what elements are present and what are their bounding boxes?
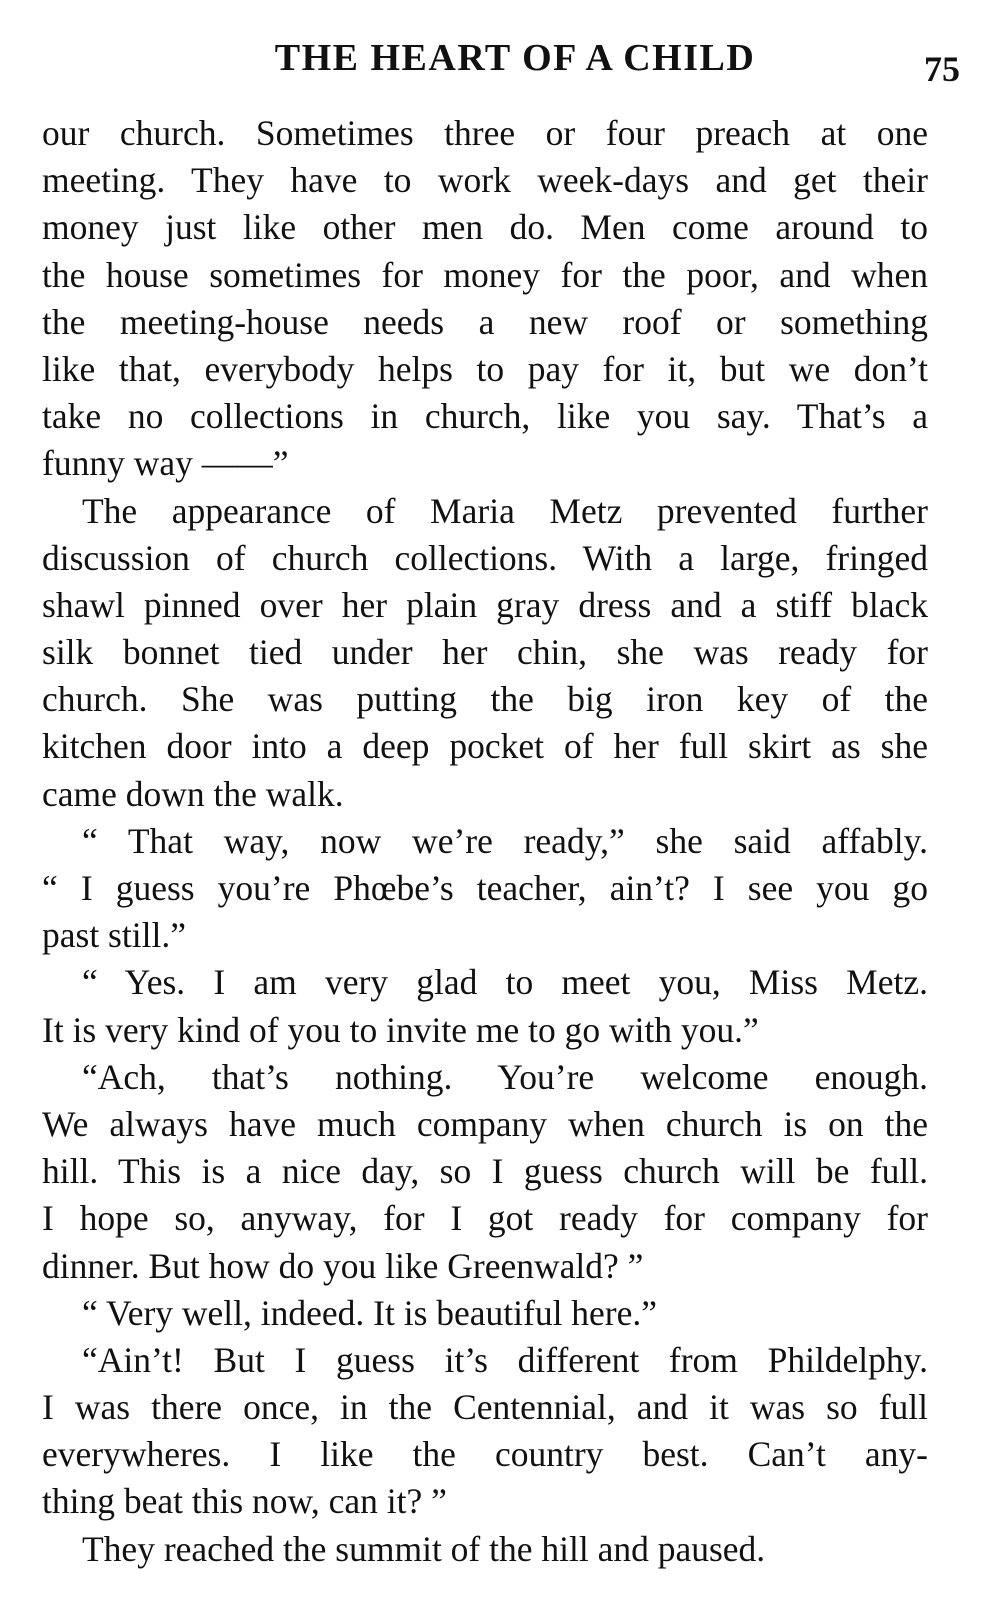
text-line: meeting. They have to work week-days and get their (42, 160, 928, 201)
text-line: They reached the summit of the hill and paused. (82, 1528, 766, 1569)
text-line: take no collections in church, like you say. That’s a (42, 396, 928, 437)
text-line: silk bonnet tied under her chin, she was ready for (42, 632, 928, 673)
text-line: discussion of church collections. With a large, fringed (42, 537, 928, 578)
text-line: funny way ——” (42, 443, 289, 484)
text-line: dinner. But how do you like Greenwald? ” (42, 1245, 644, 1286)
text-line: everywheres. I like the country best. Can’t any- (42, 1434, 928, 1475)
text-line: hill. This is a nice day, so I guess church will be full. (42, 1151, 928, 1192)
text-line: church. She was putting the big iron key of the (42, 679, 928, 720)
text-line: the house sometimes for money for the poor, and when (42, 254, 928, 295)
text-line: past still.” (42, 915, 186, 956)
text-line: like that, everybody helps to pay for it, but we don’t (42, 348, 928, 389)
body-text (42, 110, 928, 1573)
text-line: “Ach, that’s nothing. You’re welcome enough. (82, 1056, 928, 1097)
text-line: shawl pinned over her plain gray dress and a stiff black (42, 584, 928, 625)
text-line: money just like other men do. Men come around to (42, 207, 928, 248)
text-line: kitchen door into a deep pocket of her full skirt as she (42, 726, 928, 767)
text-line: “ I guess you’re Phœbe’s teacher, ain’t? I see you go (42, 868, 928, 908)
text-line: We always have much company when church is on the (42, 1103, 928, 1144)
text-line: It is very kind of you to invite me to go with you.” (42, 1009, 759, 1050)
text-line: I hope so, anyway, for I got ready for company for (42, 1198, 928, 1239)
text-line: “Ain’t! But I guess it’s different from Phildelphy. (82, 1339, 928, 1380)
text-line: “ Yes. I am very glad to meet you, Miss Metz. (82, 962, 928, 1003)
text-line: I was there once, in the Centennial, and it was so full (42, 1387, 928, 1428)
text-line: thing beat this now, can it? ” (42, 1481, 447, 1522)
text-line: “ Very well, indeed. It is beautiful here.” (82, 1292, 658, 1333)
running-header (40, 36, 960, 96)
text-line: “ That way, now we’re ready,” she said affably. (82, 820, 928, 861)
running-title: THE HEART OF A CHILD (274, 37, 756, 79)
text-line: came down the walk. (42, 773, 344, 814)
text-line: the meeting-house needs a new roof or something (42, 301, 928, 342)
text-line: our church. Sometimes three or four preach at one (42, 113, 928, 153)
text-line: The appearance of Maria Metz prevented further (82, 490, 928, 531)
page-number: 75 (924, 49, 960, 89)
